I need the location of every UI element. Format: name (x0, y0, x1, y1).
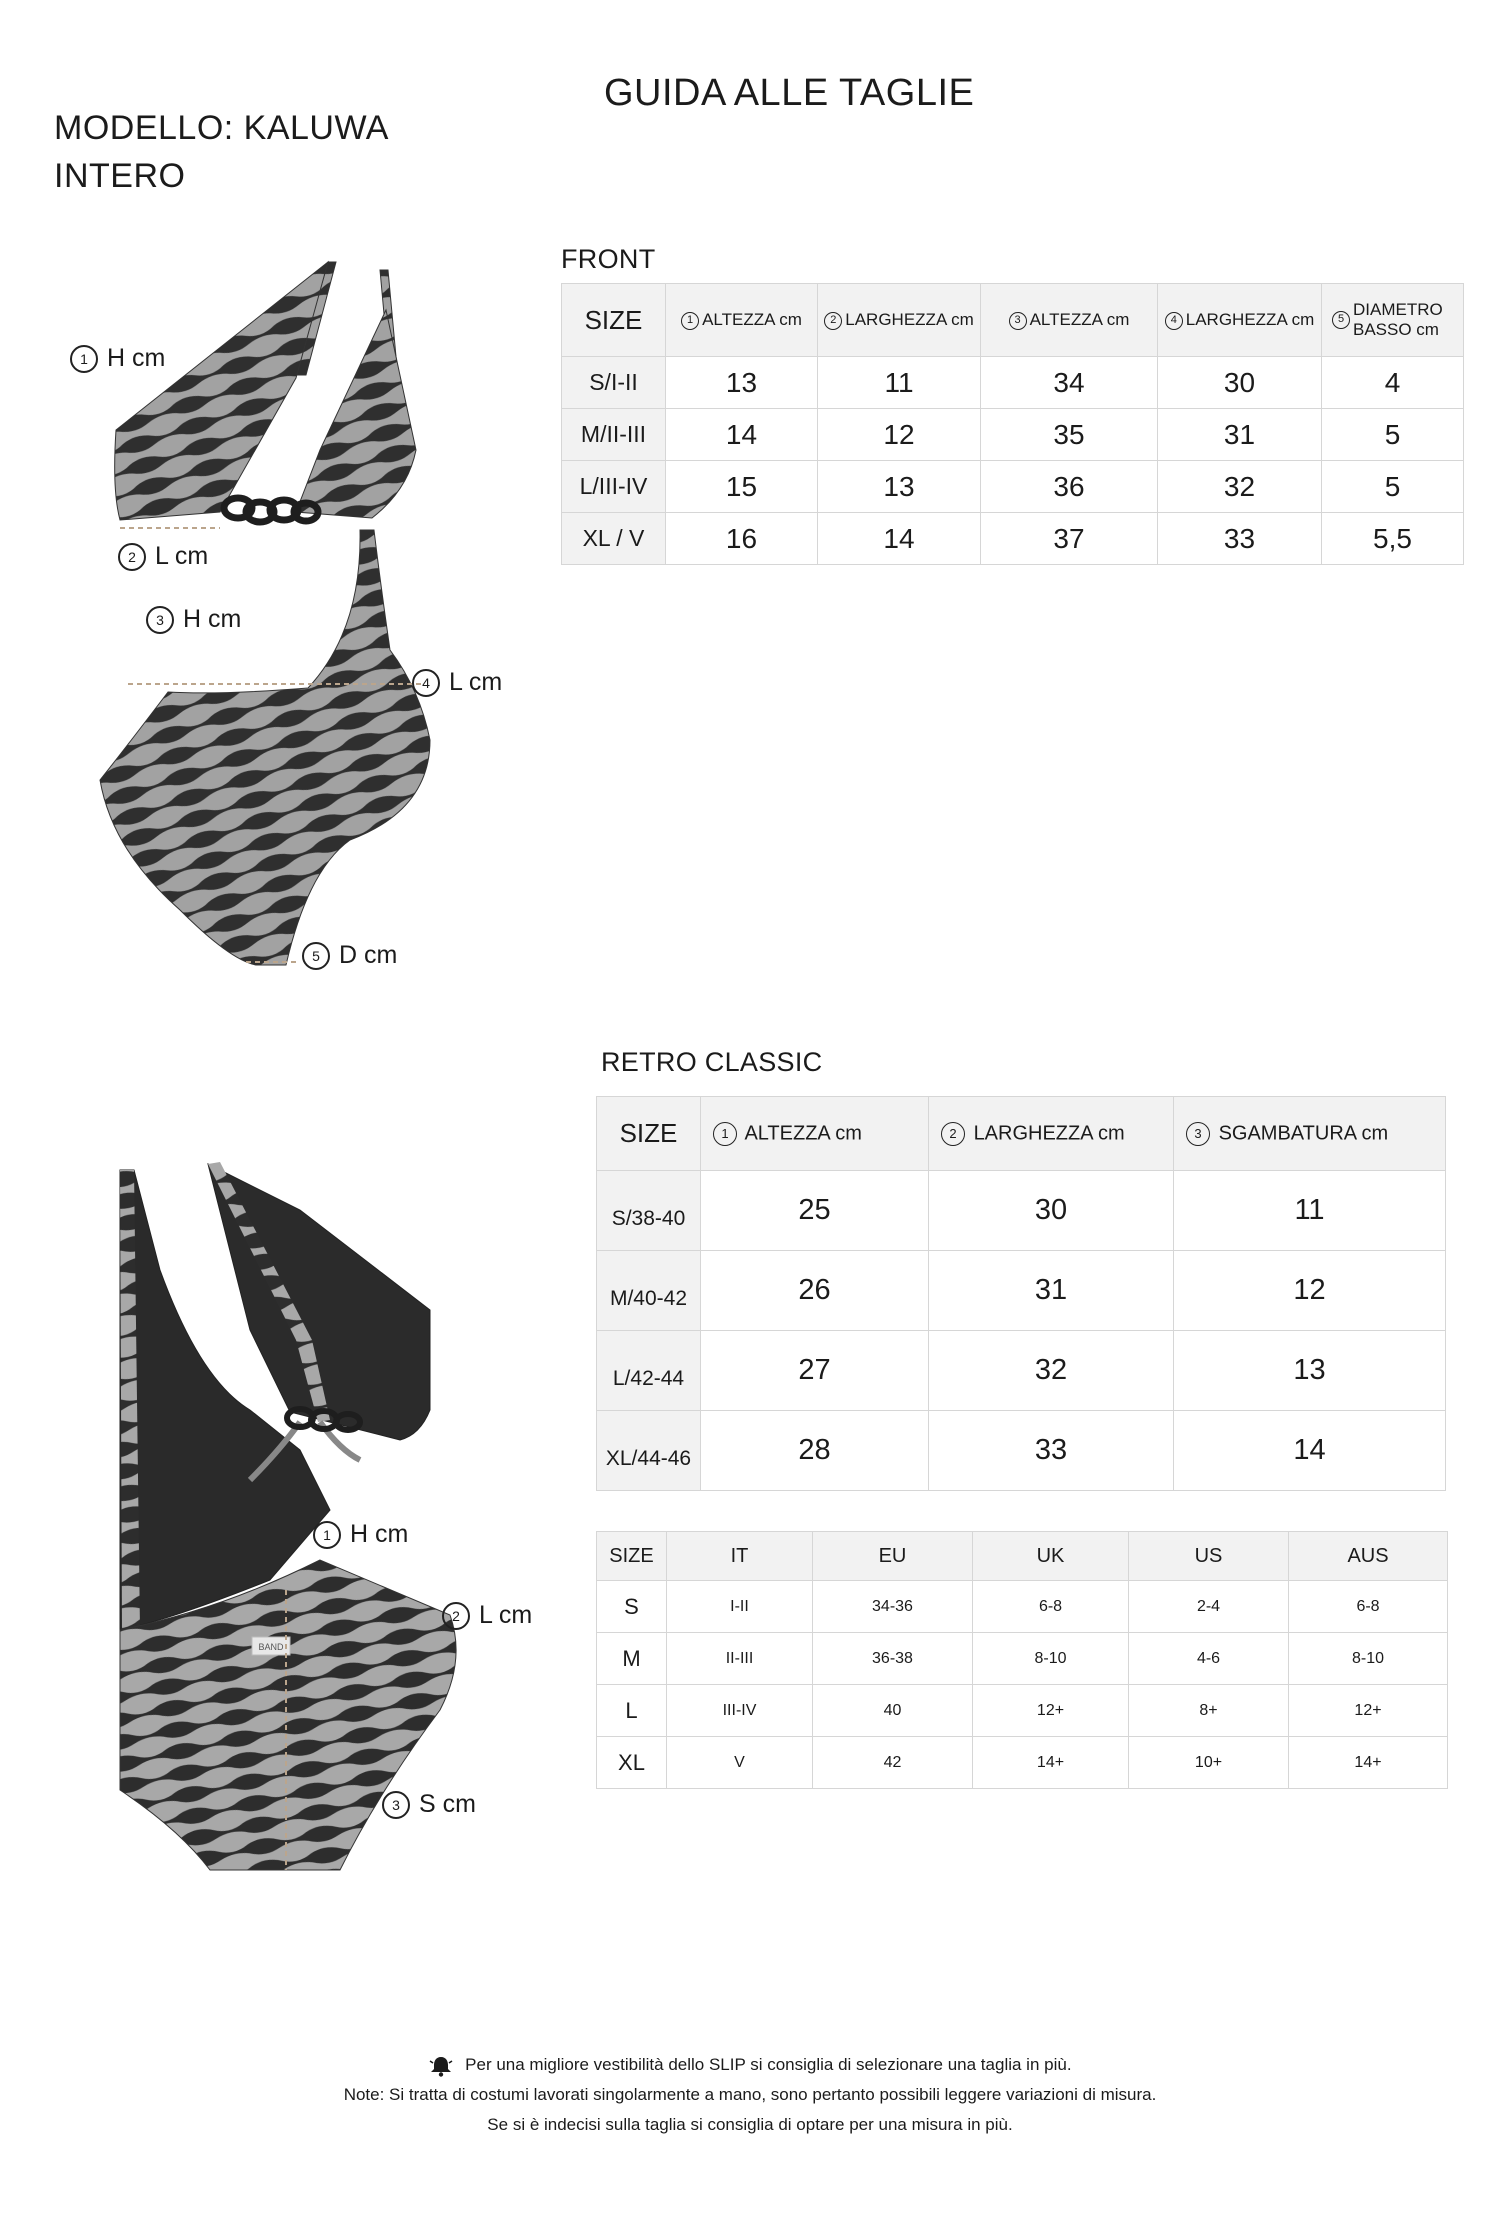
column-header: US (1129, 1532, 1289, 1581)
table-cell: 4-6 (1129, 1633, 1289, 1685)
table-row (562, 409, 1464, 461)
callout-number: 3 (382, 1791, 410, 1819)
column-header: UK (973, 1532, 1129, 1581)
note-line-3: Se si è indecisi sulla taglia si consiglia di optare per una misura in più. (487, 2115, 1013, 2134)
table-cell: 14 (1174, 1411, 1446, 1491)
column-number: 1 (713, 1122, 737, 1146)
table-cell: 6-8 (1289, 1581, 1448, 1633)
callout-text: L cm (155, 542, 209, 570)
page-title: GUIDA ALLE TAGLIE (604, 72, 975, 114)
bell-icon (428, 2055, 454, 2077)
table-cell: 36 (981, 461, 1158, 513)
table-cell: 34-36 (813, 1581, 973, 1633)
column-header (981, 284, 1158, 357)
row-size: L/42-44 (597, 1331, 701, 1411)
table-cell: 31 (929, 1251, 1174, 1331)
front-size-table (561, 283, 1464, 565)
table-cell: 12+ (973, 1685, 1129, 1737)
row-size: L/III-IV (562, 461, 666, 513)
column-number: 2 (824, 312, 842, 330)
table-cell: 34 (981, 357, 1158, 409)
table-cell: 13 (818, 461, 981, 513)
column-header: EU (813, 1532, 973, 1581)
table-cell: 14 (818, 513, 981, 565)
table-row (562, 513, 1464, 565)
column-header (701, 1097, 929, 1171)
table-cell: V (667, 1737, 813, 1789)
note-text-1: Per una migliore vestibilità dello SLIP si consiglia di selezionare una taglia in più. (465, 2055, 1072, 2074)
table-row (597, 1251, 1446, 1331)
table-cell: 40 (813, 1685, 973, 1737)
row-size: S (597, 1581, 667, 1633)
retro-callout-1 (313, 1520, 408, 1549)
column-number: 3 (1009, 312, 1027, 330)
column-number: 2 (941, 1122, 965, 1146)
table-cell: 30 (929, 1171, 1174, 1251)
note-line-2: Note: Si tratta di costumi lavorati singolarmente a mano, sono pertanto possibili leggere variazioni di misura. (343, 2085, 1157, 2104)
front-callout-2 (118, 542, 208, 571)
callout-number: 3 (146, 606, 174, 634)
table-cell: 14+ (1289, 1737, 1448, 1789)
table-cell: 28 (701, 1411, 929, 1491)
column-number: 3 (1186, 1122, 1210, 1146)
row-size: L (597, 1685, 667, 1737)
callout-number: 5 (302, 942, 330, 970)
table-cell: 12 (818, 409, 981, 461)
table-cell: 25 (701, 1171, 929, 1251)
table-row (597, 1685, 1448, 1737)
table-cell: 31 (1158, 409, 1322, 461)
table-cell: 6-8 (973, 1581, 1129, 1633)
table-cell: 13 (1174, 1331, 1446, 1411)
column-header: IT (667, 1532, 813, 1581)
footer-notes (0, 2050, 1500, 2140)
table-cell: 8-10 (1289, 1633, 1448, 1685)
column-header (818, 284, 981, 357)
table-row (597, 1633, 1448, 1685)
table-cell: 12+ (1289, 1685, 1448, 1737)
size-conversion-table (596, 1531, 1448, 1789)
size-header: SIZE (562, 284, 666, 357)
column-label: ALTEZZA cm (702, 310, 802, 329)
callout-number: 4 (412, 669, 440, 697)
row-size: S/38-40 (597, 1171, 701, 1251)
table-row (597, 1737, 1448, 1789)
column-header (1322, 284, 1464, 357)
table-cell: 32 (929, 1331, 1174, 1411)
model-type: INTERO (54, 157, 186, 195)
table-row (597, 1331, 1446, 1411)
table-cell: 11 (1174, 1171, 1446, 1251)
column-number: 5 (1332, 311, 1350, 329)
table-cell: 14+ (973, 1737, 1129, 1789)
table-cell: 26 (701, 1251, 929, 1331)
row-size: M/40-42 (597, 1251, 701, 1331)
garment-tag-text: BAND (258, 1642, 284, 1652)
table-cell: 16 (666, 513, 818, 565)
table-cell: 5,5 (1322, 513, 1464, 565)
retro-size-table (596, 1096, 1446, 1491)
column-label-line1: DIAMETRO (1353, 300, 1443, 319)
table-header-row (597, 1097, 1446, 1171)
row-size: XL / V (562, 513, 666, 565)
column-header (1158, 284, 1322, 357)
row-size: M (597, 1633, 667, 1685)
column-header (929, 1097, 1174, 1171)
front-callout-4 (412, 668, 502, 697)
column-label: LARGHEZZA cm (973, 1121, 1125, 1144)
column-header: AUS (1289, 1532, 1448, 1581)
table-header-row (597, 1532, 1448, 1581)
column-number: 1 (681, 312, 699, 330)
table-cell: 27 (701, 1331, 929, 1411)
retro-callout-2 (442, 1601, 532, 1630)
note-line-1 (0, 2050, 1500, 2080)
retro-callout-3 (382, 1790, 476, 1819)
column-label: ALTEZZA cm (744, 1121, 862, 1144)
table-cell: III-IV (667, 1685, 813, 1737)
table-cell: 12 (1174, 1251, 1446, 1331)
table-cell: 8-10 (973, 1633, 1129, 1685)
retro-swimsuit-illustration (100, 1150, 490, 1880)
callout-number: 1 (313, 1521, 341, 1549)
column-label: LARGHEZZA cm (1185, 310, 1315, 329)
table-cell: 33 (929, 1411, 1174, 1491)
callout-text: L cm (449, 668, 503, 696)
column-label: SGAMBATURA cm (1218, 1121, 1389, 1144)
row-size: S/I-II (562, 357, 666, 409)
front-callout-5 (302, 941, 397, 970)
size-header: SIZE (597, 1097, 701, 1171)
callout-text: H cm (183, 605, 242, 633)
column-header: SIZE (597, 1532, 667, 1581)
column-header (666, 284, 818, 357)
table-cell: 33 (1158, 513, 1322, 565)
table-cell: 37 (981, 513, 1158, 565)
column-header (1174, 1097, 1446, 1171)
callout-number: 2 (442, 1602, 470, 1630)
table-cell: 5 (1322, 461, 1464, 513)
table-header-row (562, 284, 1464, 357)
table-cell: 11 (818, 357, 981, 409)
table-cell: 13 (666, 357, 818, 409)
callout-text: S cm (419, 1790, 476, 1818)
table-cell: 8+ (1129, 1685, 1289, 1737)
table-cell: 14 (666, 409, 818, 461)
callout-text: D cm (339, 941, 398, 969)
table-cell: II-III (667, 1633, 813, 1685)
model-title (54, 104, 389, 200)
column-label-line2: BASSO cm (1353, 320, 1439, 339)
callout-text: L cm (479, 1601, 533, 1629)
front-section-label: FRONT (561, 244, 656, 274)
table-cell: 4 (1322, 357, 1464, 409)
table-cell: 42 (813, 1737, 973, 1789)
model-name: MODELLO: KALUWA (54, 109, 389, 147)
table-cell: 2-4 (1129, 1581, 1289, 1633)
row-size: XL (597, 1737, 667, 1789)
column-label: LARGHEZZA cm (845, 310, 974, 329)
row-size: XL/44-46 (597, 1411, 701, 1491)
table-cell: 36-38 (813, 1633, 973, 1685)
column-label: ALTEZZA cm (1029, 310, 1130, 329)
table-cell: 15 (666, 461, 818, 513)
callout-number: 2 (118, 543, 146, 571)
table-row (597, 1171, 1446, 1251)
table-row (562, 461, 1464, 513)
retro-section-label: RETRO CLASSIC (601, 1047, 823, 1077)
callout-text: H cm (350, 1520, 409, 1548)
table-cell: 5 (1322, 409, 1464, 461)
callout-number: 1 (70, 345, 98, 373)
column-number: 4 (1165, 312, 1183, 330)
table-cell: I-II (667, 1581, 813, 1633)
table-cell: 10+ (1129, 1737, 1289, 1789)
table-cell: 32 (1158, 461, 1322, 513)
front-callout-1 (70, 344, 165, 373)
table-row (562, 357, 1464, 409)
table-cell: 35 (981, 409, 1158, 461)
table-row (597, 1411, 1446, 1491)
table-cell: 30 (1158, 357, 1322, 409)
row-size: M/II-III (562, 409, 666, 461)
table-row (597, 1581, 1448, 1633)
front-callout-3 (146, 605, 241, 634)
callout-text: H cm (107, 344, 166, 372)
